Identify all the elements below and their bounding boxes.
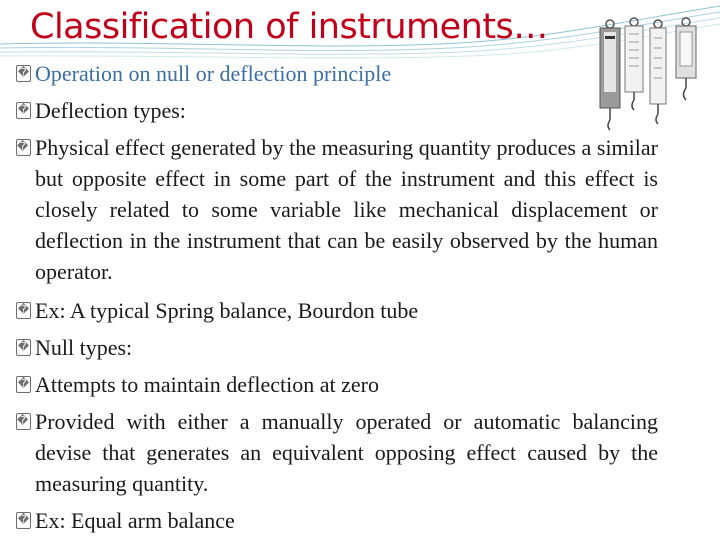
bullet-text: Attempts to maintain deflection at zero: [35, 372, 379, 397]
bullet-text: Provided with either a manually operated or automatic balancing devise that generates an equivalent opposing effect caused by the measuring quantity.: [35, 409, 658, 496]
bullet-icon: �: [16, 413, 31, 430]
bullet-text: Physical effect generated by the measuring quantity produces a similar but opposite effect in some part of the instrument and this effect is closely related to some variable like mechanical displacement or deflection in the instrument that can be easily observed by the human operator.: [35, 135, 658, 284]
list-item: [16, 332, 658, 363]
bullet-text: Null types:: [35, 335, 133, 360]
list-item: [16, 58, 595, 89]
list-item: [16, 406, 658, 499]
bullet-icon: �: [16, 302, 31, 319]
list-item: [16, 369, 658, 400]
bullet-icon: �: [16, 376, 31, 393]
list-item: [16, 295, 658, 326]
list-item: [16, 95, 595, 126]
list-item: [16, 132, 658, 287]
bullet-text: Ex: A typical Spring balance, Bourdon tube: [35, 298, 419, 323]
bullet-icon: �: [16, 512, 31, 529]
list-item: [16, 505, 658, 536]
bullet-icon: �: [16, 102, 31, 119]
bullet-icon: �: [16, 339, 31, 356]
slide-title: Classification of instruments…: [30, 7, 548, 47]
bullet-icon: �: [16, 65, 31, 82]
bullet-text: Ex: Equal arm balance: [35, 508, 235, 533]
bullet-icon: �: [16, 139, 31, 156]
bullet-text: Deflection types:: [35, 98, 186, 123]
bullet-text: Operation on null or deflection principle: [35, 61, 392, 86]
bullet-list: [16, 58, 658, 536]
